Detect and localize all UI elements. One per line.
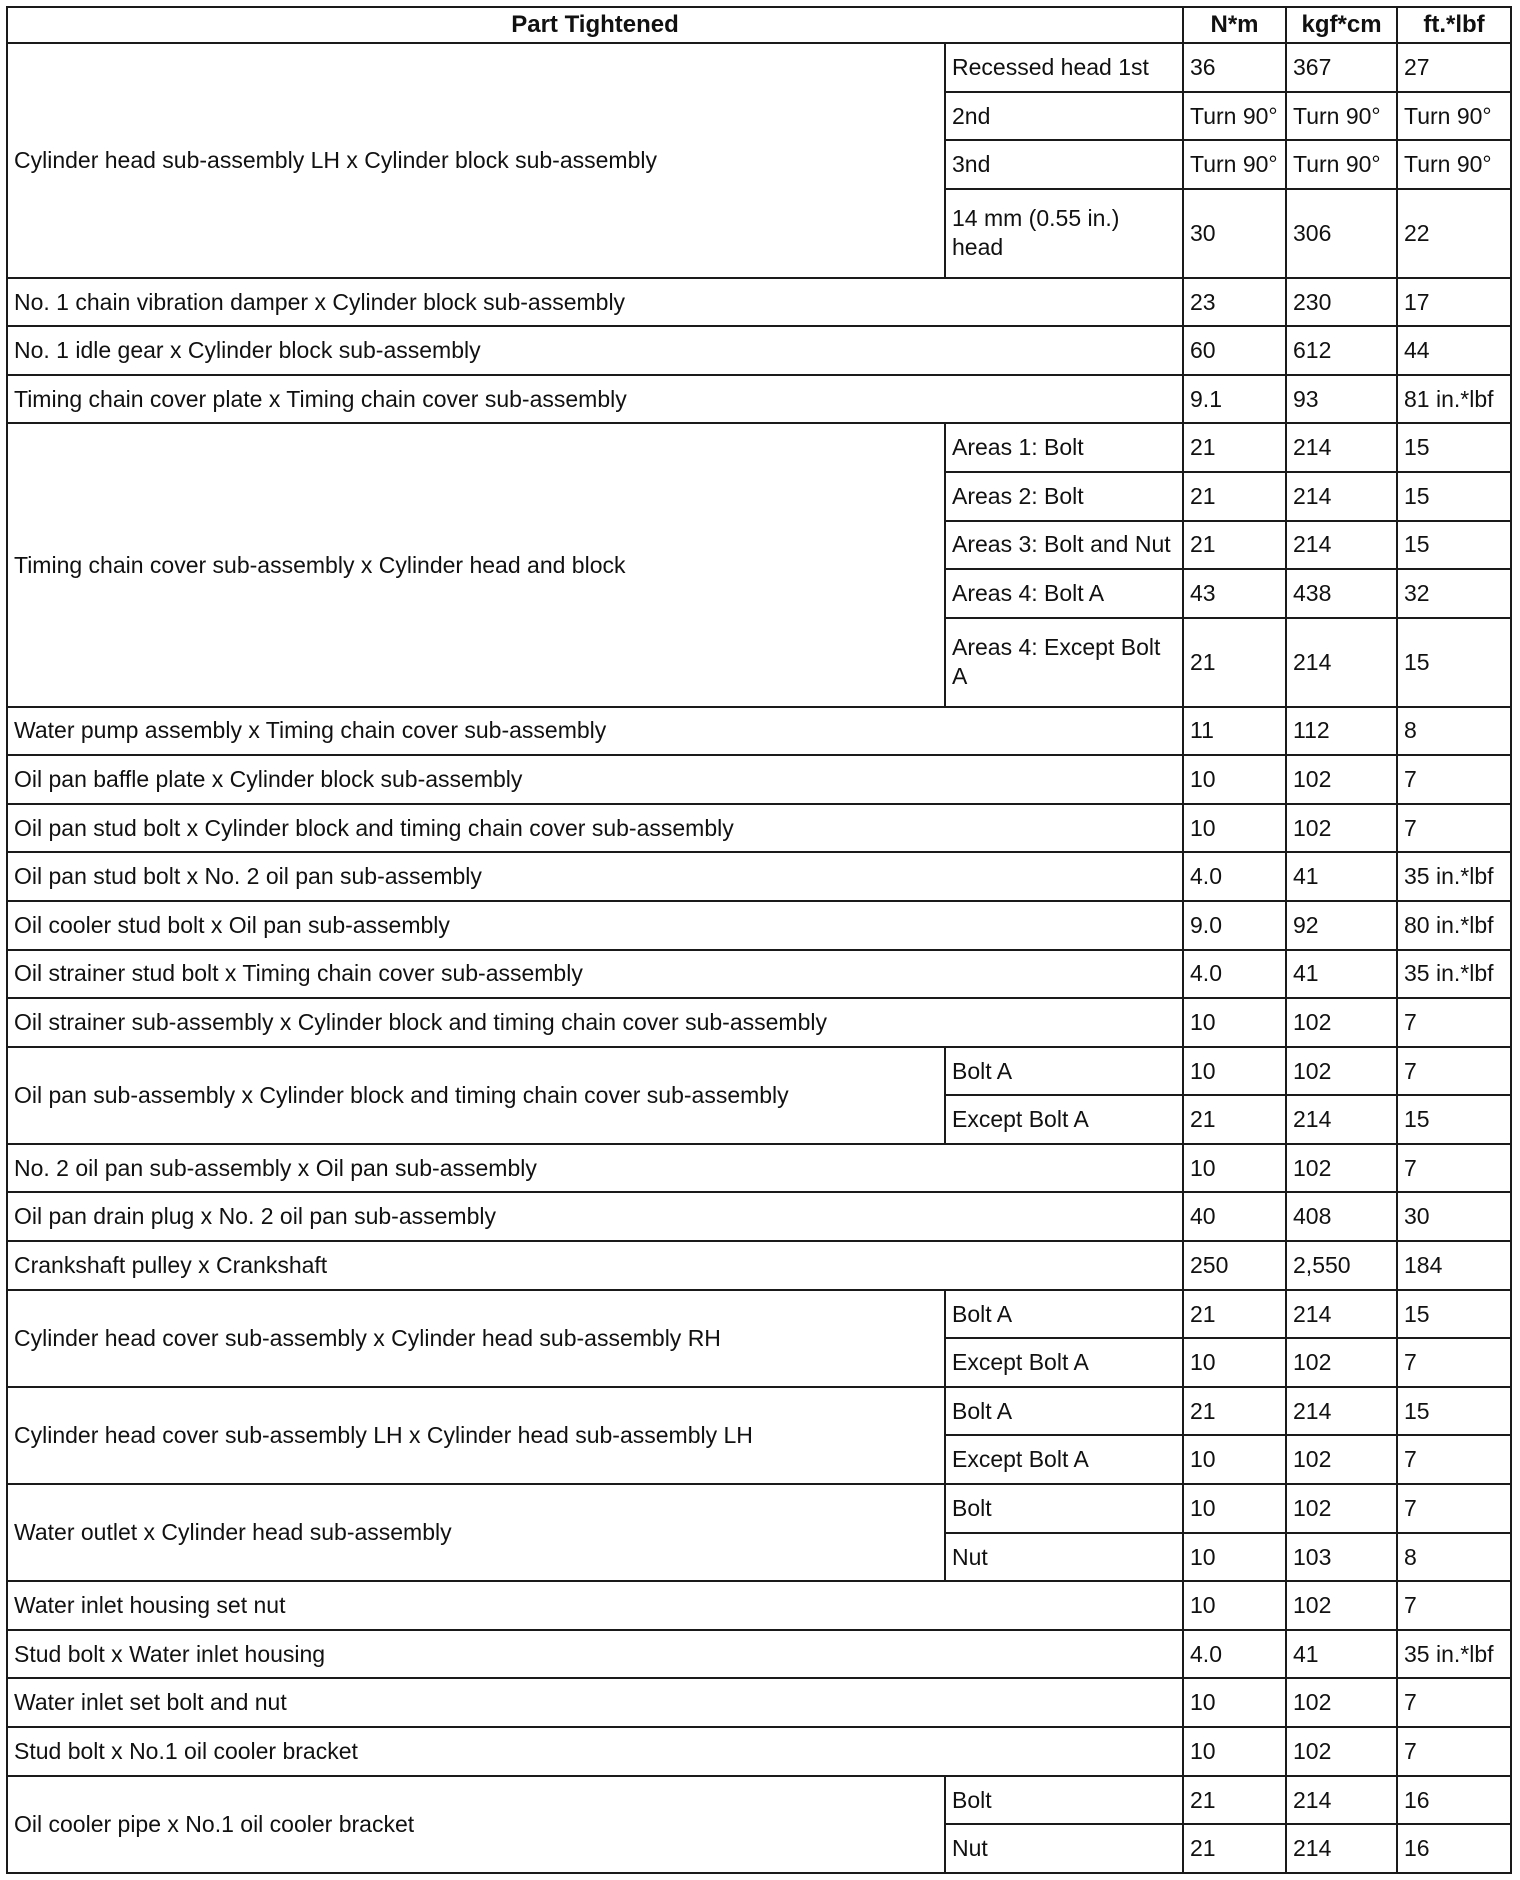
part-tightened-cell: Water outlet x Cylinder head sub-assembly (7, 1484, 945, 1581)
kgf-cm-cell: 214 (1286, 618, 1397, 707)
nm-cell: 4.0 (1183, 852, 1286, 901)
sub-item-cell: Bolt (945, 1776, 1183, 1825)
nm-cell: Turn 90° (1183, 92, 1286, 141)
sub-item-cell: 14 mm (0.55 in.) head (945, 189, 1183, 278)
ft-lbf-cell: 35 in.*lbf (1397, 950, 1511, 999)
nm-cell: 10 (1183, 1047, 1286, 1096)
nm-cell: 10 (1183, 1144, 1286, 1193)
ft-lbf-cell: 8 (1397, 707, 1511, 756)
table-row (7, 1727, 1511, 1776)
part-tightened-cell: Oil strainer sub-assembly x Cylinder block and timing chain cover sub-assembly (7, 998, 1183, 1047)
part-tightened-cell: Oil pan sub-assembly x Cylinder block and timing chain cover sub-assembly (7, 1047, 945, 1144)
nm-cell: Turn 90° (1183, 140, 1286, 189)
nm-cell: 10 (1183, 755, 1286, 804)
ft-lbf-cell: 15 (1397, 1290, 1511, 1339)
part-tightened-cell: Water pump assembly x Timing chain cover sub-assembly (7, 707, 1183, 756)
sub-item-cell: Bolt A (945, 1290, 1183, 1339)
nm-cell: 10 (1183, 1678, 1286, 1727)
kgf-cm-cell: 41 (1286, 950, 1397, 999)
part-tightened-cell: Crankshaft pulley x Crankshaft (7, 1241, 1183, 1290)
sub-item-cell: Except Bolt A (945, 1338, 1183, 1387)
part-tightened-cell: Water inlet set bolt and nut (7, 1678, 1183, 1727)
ft-lbf-cell: 30 (1397, 1192, 1511, 1241)
ft-lbf-cell: 7 (1397, 1727, 1511, 1776)
nm-cell: 250 (1183, 1241, 1286, 1290)
table-row (7, 998, 1511, 1047)
table-row (7, 1144, 1511, 1193)
sub-item-cell: Recessed head 1st (945, 43, 1183, 92)
part-tightened-cell: Oil pan drain plug x No. 2 oil pan sub-assembly (7, 1192, 1183, 1241)
nm-cell: 10 (1183, 1484, 1286, 1533)
table-body (7, 43, 1511, 1873)
kgf-cm-cell: 102 (1286, 1727, 1397, 1776)
nm-cell: 4.0 (1183, 1630, 1286, 1679)
kgf-cm-cell: 230 (1286, 278, 1397, 327)
nm-cell: 21 (1183, 423, 1286, 472)
ft-lbf-cell: Turn 90° (1397, 92, 1511, 141)
kgf-cm-cell: 41 (1286, 852, 1397, 901)
nm-cell: 60 (1183, 326, 1286, 375)
part-tightened-cell: Cylinder head cover sub-assembly LH x Cylinder head sub-assembly LH (7, 1387, 945, 1484)
ft-lbf-cell: 7 (1397, 1484, 1511, 1533)
nm-cell: 21 (1183, 521, 1286, 570)
table-row (7, 707, 1511, 756)
ft-lbf-cell: 7 (1397, 1047, 1511, 1096)
table-row (7, 423, 1511, 472)
part-tightened-cell: No. 1 chain vibration damper x Cylinder block sub-assembly (7, 278, 1183, 327)
part-tightened-cell: Water inlet housing set nut (7, 1581, 1183, 1630)
nm-cell: 21 (1183, 1824, 1286, 1873)
ft-lbf-cell: Turn 90° (1397, 140, 1511, 189)
ft-lbf-cell: 15 (1397, 1095, 1511, 1144)
kgf-cm-cell: 102 (1286, 755, 1397, 804)
nm-cell: 23 (1183, 278, 1286, 327)
sub-item-cell: Areas 1: Bolt (945, 423, 1183, 472)
kgf-cm-cell: 102 (1286, 1678, 1397, 1727)
table-row (7, 1581, 1511, 1630)
kgf-cm-cell: 103 (1286, 1533, 1397, 1582)
sub-item-cell: Bolt A (945, 1387, 1183, 1436)
kgf-cm-cell: 214 (1286, 1387, 1397, 1436)
nm-cell: 10 (1183, 1727, 1286, 1776)
ft-lbf-cell: 35 in.*lbf (1397, 1630, 1511, 1679)
nm-cell: 4.0 (1183, 950, 1286, 999)
sub-item-cell: Areas 4: Except Bolt A (945, 618, 1183, 707)
nm-cell: 10 (1183, 1533, 1286, 1582)
nm-cell: 36 (1183, 43, 1286, 92)
kgf-cm-cell: 102 (1286, 1338, 1397, 1387)
kgf-cm-cell: 214 (1286, 472, 1397, 521)
part-tightened-cell: Oil cooler pipe x No.1 oil cooler bracket (7, 1776, 945, 1873)
ft-lbf-cell: 17 (1397, 278, 1511, 327)
nm-cell: 21 (1183, 1095, 1286, 1144)
header-nm: N*m (1183, 7, 1286, 43)
ft-lbf-cell: 80 in.*lbf (1397, 901, 1511, 950)
ft-lbf-cell: 7 (1397, 1678, 1511, 1727)
kgf-cm-cell: 214 (1286, 423, 1397, 472)
ft-lbf-cell: 16 (1397, 1824, 1511, 1873)
ft-lbf-cell: 15 (1397, 1387, 1511, 1436)
part-tightened-cell: Stud bolt x No.1 oil cooler bracket (7, 1727, 1183, 1776)
kgf-cm-cell: 102 (1286, 1484, 1397, 1533)
part-tightened-cell: Oil pan stud bolt x No. 2 oil pan sub-assembly (7, 852, 1183, 901)
nm-cell: 10 (1183, 1581, 1286, 1630)
sub-item-cell: 2nd (945, 92, 1183, 141)
header-ft-lbf: ft.*lbf (1397, 7, 1511, 43)
sub-item-cell: Bolt (945, 1484, 1183, 1533)
nm-cell: 11 (1183, 707, 1286, 756)
ft-lbf-cell: 16 (1397, 1776, 1511, 1825)
ft-lbf-cell: 15 (1397, 618, 1511, 707)
ft-lbf-cell: 7 (1397, 755, 1511, 804)
table-row (7, 804, 1511, 853)
part-tightened-cell: Cylinder head cover sub-assembly x Cylinder head sub-assembly RH (7, 1290, 945, 1387)
header-part-tightened: Part Tightened (7, 7, 1183, 43)
nm-cell: 40 (1183, 1192, 1286, 1241)
ft-lbf-cell: 7 (1397, 1144, 1511, 1193)
kgf-cm-cell: 102 (1286, 1144, 1397, 1193)
part-tightened-cell: Stud bolt x Water inlet housing (7, 1630, 1183, 1679)
sub-item-cell: Areas 4: Bolt A (945, 569, 1183, 618)
kgf-cm-cell: 102 (1286, 1047, 1397, 1096)
header-row (7, 7, 1511, 43)
table-row (7, 1192, 1511, 1241)
nm-cell: 30 (1183, 189, 1286, 278)
nm-cell: 21 (1183, 472, 1286, 521)
ft-lbf-cell: 32 (1397, 569, 1511, 618)
ft-lbf-cell: 15 (1397, 472, 1511, 521)
nm-cell: 10 (1183, 998, 1286, 1047)
nm-cell: 9.0 (1183, 901, 1286, 950)
ft-lbf-cell: 22 (1397, 189, 1511, 278)
table-row (7, 852, 1511, 901)
table-row (7, 950, 1511, 999)
kgf-cm-cell: 102 (1286, 998, 1397, 1047)
kgf-cm-cell: 214 (1286, 1095, 1397, 1144)
ft-lbf-cell: 7 (1397, 1581, 1511, 1630)
kgf-cm-cell: 367 (1286, 43, 1397, 92)
ft-lbf-cell: 81 in.*lbf (1397, 375, 1511, 424)
table-row (7, 1387, 1511, 1436)
ft-lbf-cell: 8 (1397, 1533, 1511, 1582)
kgf-cm-cell: Turn 90° (1286, 140, 1397, 189)
nm-cell: 10 (1183, 804, 1286, 853)
kgf-cm-cell: 408 (1286, 1192, 1397, 1241)
kgf-cm-cell: 102 (1286, 1581, 1397, 1630)
table-row (7, 901, 1511, 950)
nm-cell: 21 (1183, 618, 1286, 707)
part-tightened-cell: No. 1 idle gear x Cylinder block sub-assembly (7, 326, 1183, 375)
ft-lbf-cell: 7 (1397, 1338, 1511, 1387)
kgf-cm-cell: Turn 90° (1286, 92, 1397, 141)
table-row (7, 755, 1511, 804)
table-row (7, 375, 1511, 424)
table-row (7, 1678, 1511, 1727)
part-tightened-cell: Oil pan baffle plate x Cylinder block sub-assembly (7, 755, 1183, 804)
kgf-cm-cell: 112 (1286, 707, 1397, 756)
sub-item-cell: Areas 2: Bolt (945, 472, 1183, 521)
kgf-cm-cell: 214 (1286, 1776, 1397, 1825)
table-row (7, 1290, 1511, 1339)
nm-cell: 10 (1183, 1435, 1286, 1484)
kgf-cm-cell: 93 (1286, 375, 1397, 424)
kgf-cm-cell: 612 (1286, 326, 1397, 375)
table-row (7, 1047, 1511, 1096)
nm-cell: 43 (1183, 569, 1286, 618)
table-row (7, 278, 1511, 327)
sub-item-cell: Except Bolt A (945, 1435, 1183, 1484)
part-tightened-cell: Oil cooler stud bolt x Oil pan sub-assembly (7, 901, 1183, 950)
ft-lbf-cell: 184 (1397, 1241, 1511, 1290)
kgf-cm-cell: 2,550 (1286, 1241, 1397, 1290)
sub-item-cell: Bolt A (945, 1047, 1183, 1096)
ft-lbf-cell: 15 (1397, 423, 1511, 472)
table-row (7, 326, 1511, 375)
ft-lbf-cell: 27 (1397, 43, 1511, 92)
table-row (7, 1241, 1511, 1290)
kgf-cm-cell: 438 (1286, 569, 1397, 618)
table-row (7, 1776, 1511, 1825)
part-tightened-cell: No. 2 oil pan sub-assembly x Oil pan sub-assembly (7, 1144, 1183, 1193)
nm-cell: 21 (1183, 1776, 1286, 1825)
nm-cell: 21 (1183, 1387, 1286, 1436)
part-tightened-cell: Timing chain cover sub-assembly x Cylinder head and block (7, 423, 945, 706)
part-tightened-cell: Oil strainer stud bolt x Timing chain cover sub-assembly (7, 950, 1183, 999)
header-kgf-cm: kgf*cm (1286, 7, 1397, 43)
kgf-cm-cell: 102 (1286, 804, 1397, 853)
part-tightened-cell: Timing chain cover plate x Timing chain cover sub-assembly (7, 375, 1183, 424)
kgf-cm-cell: 214 (1286, 521, 1397, 570)
part-tightened-cell: Cylinder head sub-assembly LH x Cylinder block sub-assembly (7, 43, 945, 278)
table-row (7, 1484, 1511, 1533)
kgf-cm-cell: 306 (1286, 189, 1397, 278)
kgf-cm-cell: 41 (1286, 1630, 1397, 1679)
nm-cell: 9.1 (1183, 375, 1286, 424)
kgf-cm-cell: 214 (1286, 1824, 1397, 1873)
kgf-cm-cell: 214 (1286, 1290, 1397, 1339)
part-tightened-cell: Oil pan stud bolt x Cylinder block and timing chain cover sub-assembly (7, 804, 1183, 853)
nm-cell: 10 (1183, 1338, 1286, 1387)
ft-lbf-cell: 35 in.*lbf (1397, 852, 1511, 901)
sub-item-cell: Nut (945, 1533, 1183, 1582)
torque-spec-sheet (6, 6, 1510, 1874)
ft-lbf-cell: 15 (1397, 521, 1511, 570)
ft-lbf-cell: 7 (1397, 804, 1511, 853)
nm-cell: 21 (1183, 1290, 1286, 1339)
ft-lbf-cell: 7 (1397, 998, 1511, 1047)
kgf-cm-cell: 102 (1286, 1435, 1397, 1484)
table-row (7, 43, 1511, 92)
sub-item-cell: 3nd (945, 140, 1183, 189)
kgf-cm-cell: 92 (1286, 901, 1397, 950)
table-row (7, 1630, 1511, 1679)
ft-lbf-cell: 44 (1397, 326, 1511, 375)
ft-lbf-cell: 7 (1397, 1435, 1511, 1484)
sub-item-cell: Except Bolt A (945, 1095, 1183, 1144)
sub-item-cell: Nut (945, 1824, 1183, 1873)
torque-table (6, 6, 1512, 1874)
sub-item-cell: Areas 3: Bolt and Nut (945, 521, 1183, 570)
